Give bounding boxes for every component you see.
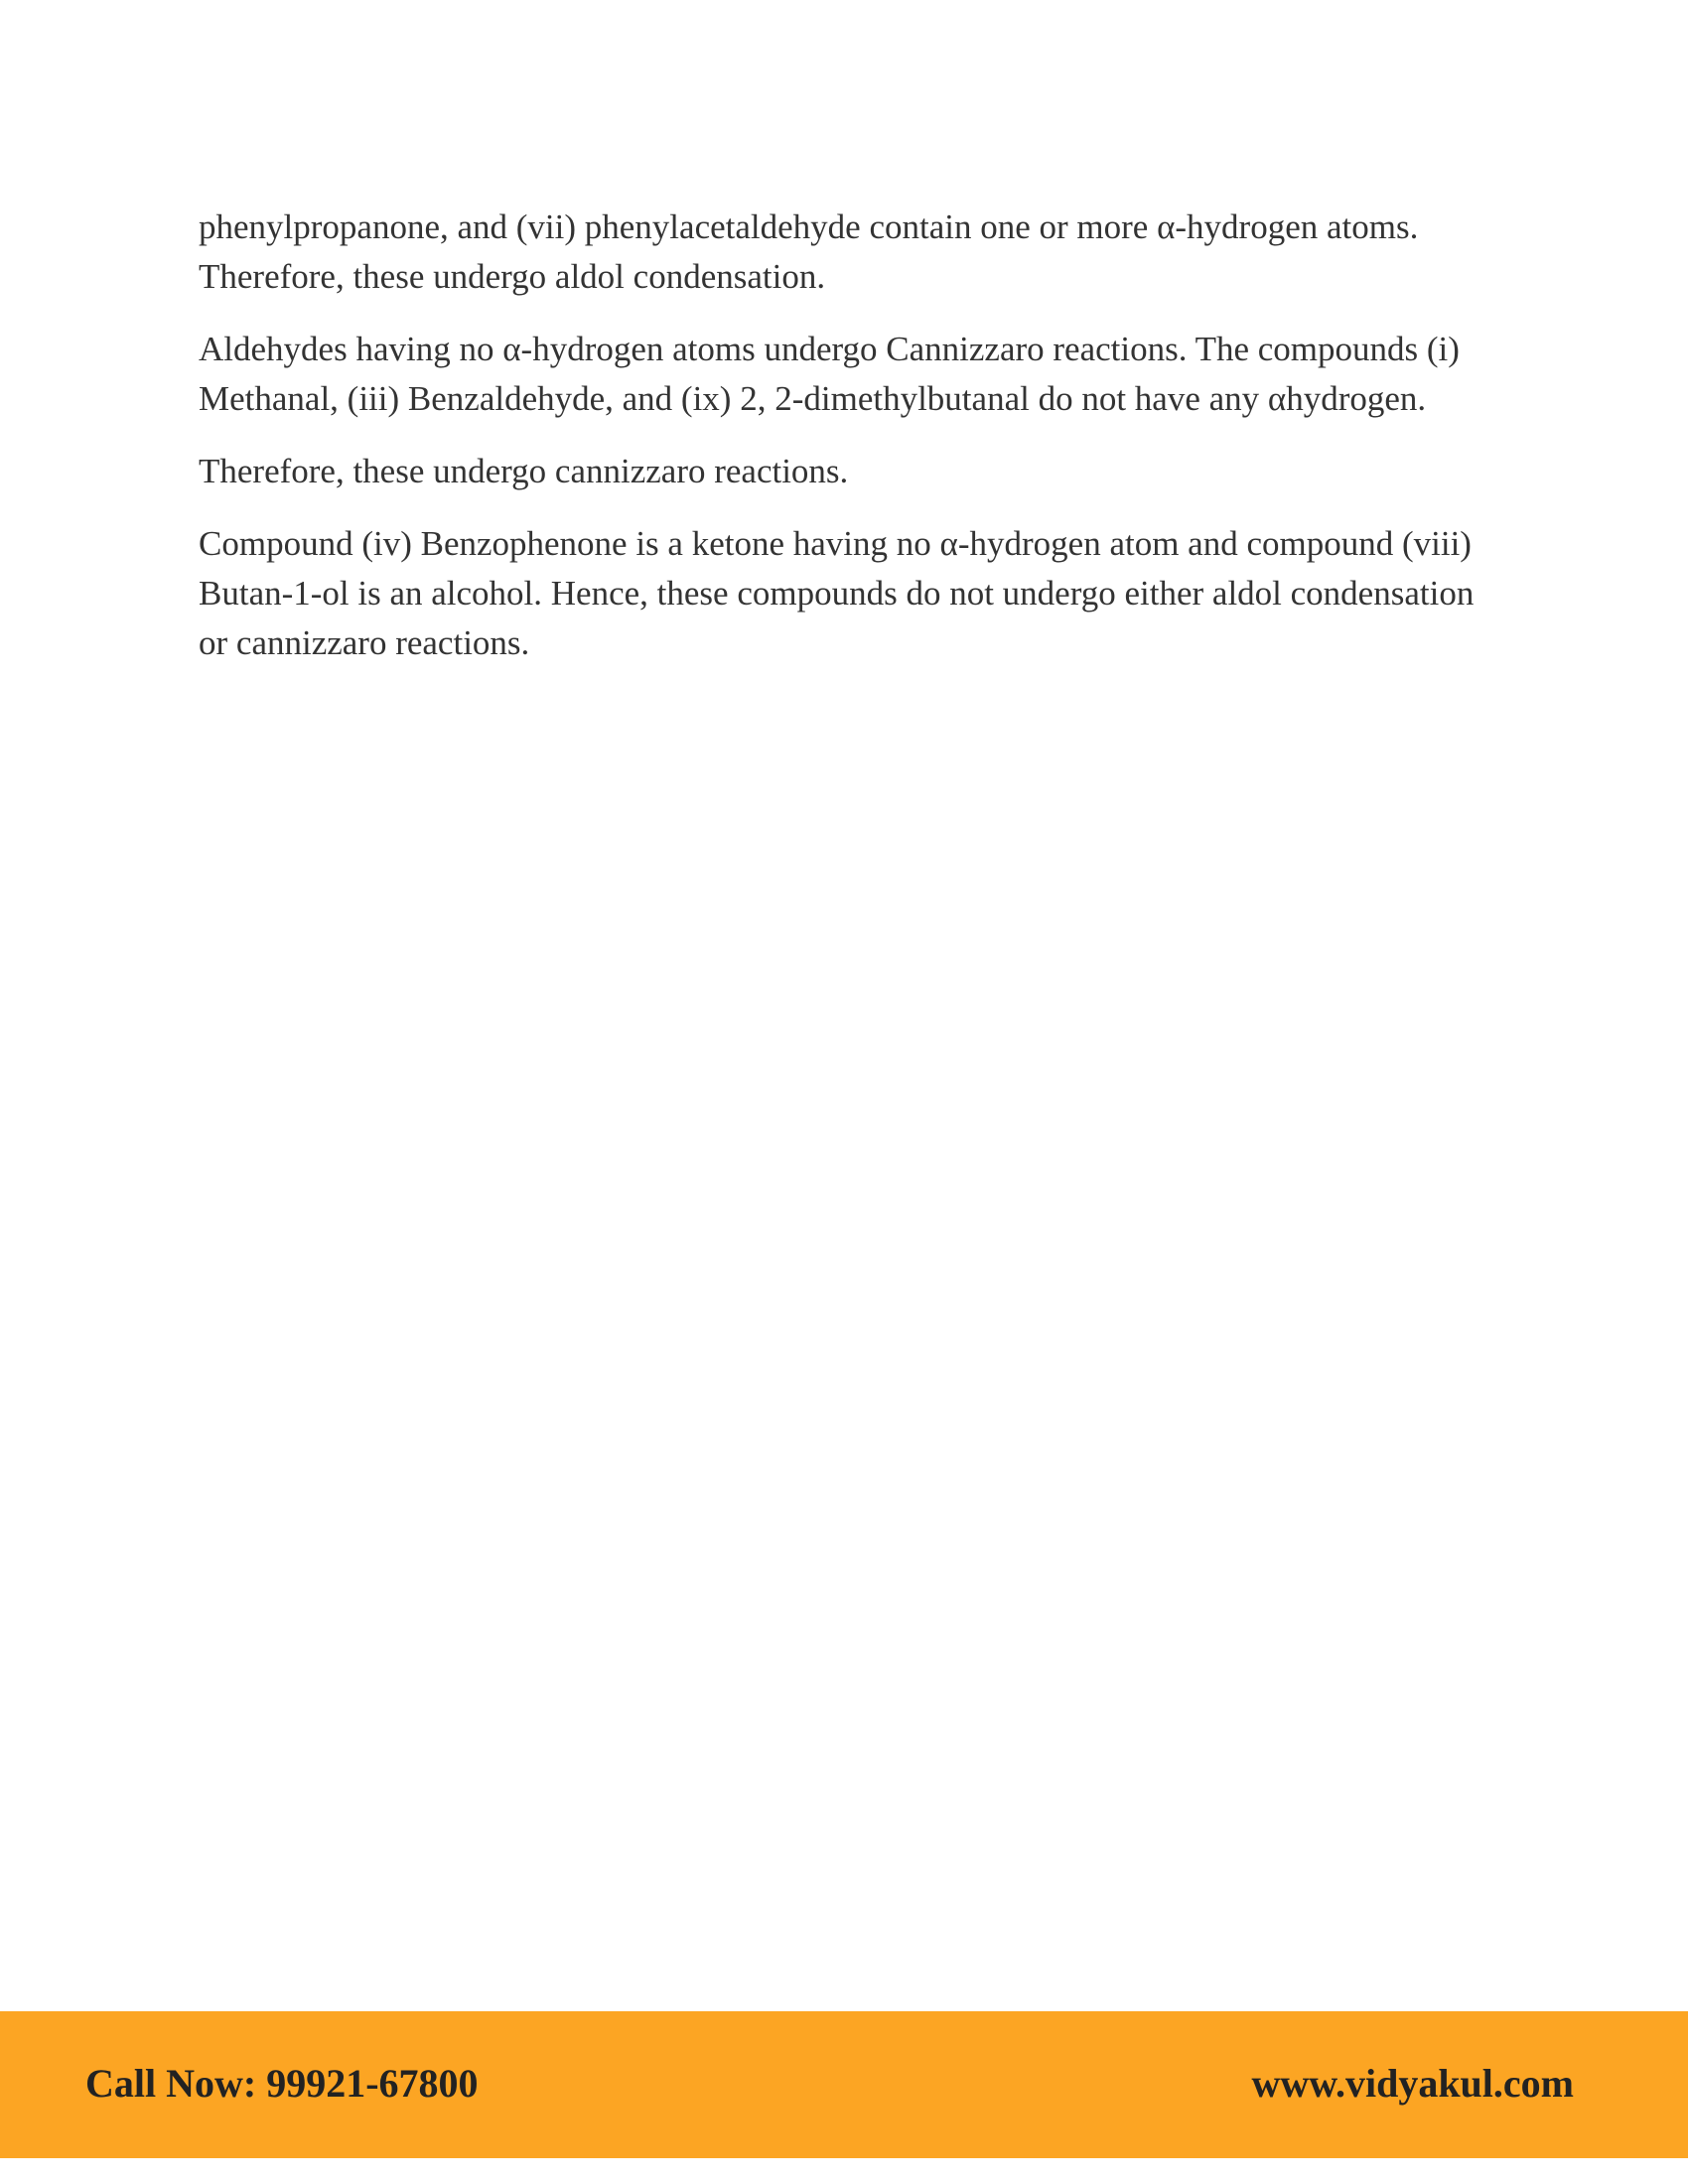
paragraph: Therefore, these undergo cannizzaro reactions.: [199, 452, 849, 490]
website-link[interactable]: www.vidyakul.com: [1251, 2061, 1574, 2106]
document-body: [199, 203, 1489, 691]
call-now-phone: Call Now: 99921-67800: [85, 2061, 479, 2106]
paragraph: Compound (iv) Benzophenone is a ketone having no α-hydrogen atom and compound (viii) Butan-1-ol is an alcohol. Hence, these compounds do not undergo either aldol condensation or cannizzaro reactions.: [199, 524, 1475, 662]
paragraph: Aldehydes having no α-hydrogen atoms undergo Cannizzaro reactions. The compounds (i) Methanal, (iii) Benzaldehyde, and (ix) 2, 2-dimethylbutanal do not have any αhydrogen.: [199, 330, 1460, 418]
footer-banner: [0, 2011, 1688, 2158]
paragraph: phenylpropanone, and (vii) phenylacetaldehyde contain one or more α-hydrogen atoms. Therefore, these undergo aldol condensation.: [199, 207, 1419, 296]
